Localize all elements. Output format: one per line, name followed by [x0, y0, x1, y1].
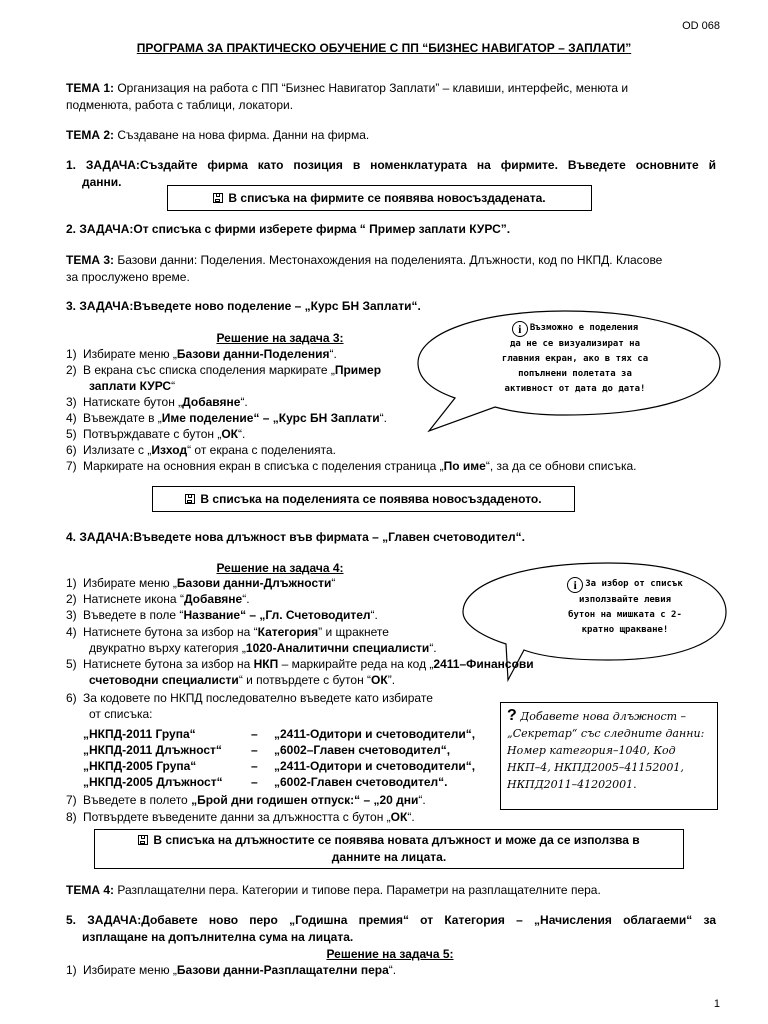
- step-number: 1): [66, 576, 77, 590]
- nkpd-dash: –: [251, 727, 258, 741]
- nkpd-row: [83, 726, 475, 743]
- step-text: “.: [240, 395, 248, 409]
- bubble-2-line: За избор от списък: [585, 579, 683, 589]
- step-bold: Категория: [257, 625, 319, 639]
- step-bold: ОК: [390, 810, 408, 824]
- step-text: Потвърждавате с бутон „: [83, 427, 222, 441]
- task2-text: От списъка с фирми изберете фирма “ Пример заплати КУРС”.: [133, 222, 511, 236]
- nkpd-row: [83, 758, 475, 775]
- note-text: Добавете нова длъжност –: [520, 710, 687, 723]
- task2-label: 2. ЗАДАЧА:: [66, 222, 134, 236]
- task3-label: 3. ЗАДАЧА:: [66, 299, 134, 313]
- task1-label: 1. ЗАДАЧА:: [66, 158, 140, 172]
- task1-line2: данни.: [82, 175, 122, 189]
- page-title: ПРОГРАМА ЗА ПРАКТИЧЕСКО ОБУЧЕНИЕ С ПП “БИЗНЕС НАВИГАТОР – ЗАПЛАТИ”: [136, 41, 632, 55]
- step-text: В екрана със списка споделения маркирате „: [83, 363, 335, 377]
- step-text: “.: [388, 963, 397, 977]
- bubble-1-line: главния екран, ако в тях са: [501, 354, 649, 364]
- question-icon: ?: [507, 707, 517, 724]
- step-text: Потвърдете въведените данни за длъжността с бутон „: [83, 810, 391, 824]
- tema2-text: Създаване на нова фирма. Данни на фирма.: [117, 128, 370, 142]
- step-text: “, за да се обнови списъка.: [485, 459, 637, 473]
- step-bold: счетоводни специалисти: [89, 673, 239, 687]
- tema3-line2: за прослужено време.: [66, 270, 190, 284]
- task4-step: [66, 607, 378, 624]
- task5-line1: [66, 912, 716, 929]
- task4-text: Въведете нова длъжност във фирмата – „Главен счетоводител“.: [133, 530, 525, 544]
- step-number: 2): [66, 592, 77, 606]
- step-text: “: [171, 379, 176, 393]
- step-number: 2): [66, 363, 77, 377]
- task4-step: [66, 809, 415, 826]
- step-text: “.: [238, 427, 246, 441]
- step-text: Избирате меню „: [83, 576, 177, 590]
- task5-line2: изплащане на допълнителна сума на лицата.: [82, 930, 354, 944]
- nkpd-dash: –: [251, 775, 258, 789]
- tema3-line1: [66, 252, 706, 269]
- task1-line1: [66, 157, 716, 174]
- step-bold: ОК: [221, 427, 239, 441]
- step-number: 3): [66, 608, 77, 622]
- tema2: [66, 127, 706, 144]
- page-number: 1: [713, 998, 720, 1010]
- step-bold: заплати КУРС: [89, 379, 172, 393]
- step-bold: Име поделение“ – „Курс БН Заплати: [161, 411, 380, 425]
- info-icon: i: [567, 577, 583, 593]
- step-text: от списъка:: [89, 707, 153, 721]
- task3-step: [66, 426, 245, 443]
- task4-step: [66, 624, 389, 641]
- task5-label: 5. ЗАДАЧА:: [66, 913, 142, 927]
- step-number: 5): [66, 657, 77, 671]
- step-text: Натиснете бутона за избор на: [83, 657, 254, 671]
- step-number: 1): [66, 347, 77, 361]
- step-bold: „Брой дни годишен отпуск:“ – „20 дни: [191, 793, 419, 807]
- task4-step-cont: [89, 706, 152, 723]
- task3-text: Въведете ново поделение – „Курс БН Заплати“.: [133, 299, 421, 313]
- tema4: [66, 882, 706, 899]
- task3-step: [66, 362, 381, 379]
- task5-text: Добавете ново перо „Годишна премия“ от Категория – „Начисления облагаеми“ за: [141, 913, 716, 927]
- task5-step: [66, 962, 396, 979]
- task3-step: [66, 458, 637, 475]
- task2: [66, 221, 716, 238]
- step-text: Избирате меню „: [83, 963, 177, 977]
- task3-step-cont: [89, 378, 175, 395]
- step-text: Маркирате на основния екран в списъка с поделения страница „: [83, 459, 444, 473]
- task3-result-text: В списъка на поделенията се появява новосъздаденото.: [200, 491, 542, 506]
- floppy-disk-icon: [213, 193, 223, 203]
- task4-result-text: В списъка на длъжностите се появява новата длъжност и може да се използва в: [153, 833, 640, 847]
- step-bold: Название“ – „Гл. Счетоводител: [183, 608, 371, 622]
- task4-step-cont: [89, 672, 395, 689]
- task4: [66, 529, 716, 546]
- step-number: 4): [66, 411, 77, 425]
- nkpd-field: „НКПД-2011 Длъжност“: [83, 743, 222, 757]
- nkpd-value: „6002–Главен счетоводител“,: [274, 743, 451, 757]
- note-line: „Секретар“ със следните данни:: [507, 727, 705, 740]
- task5-solution-title: Решение на задача 5:: [326, 947, 454, 961]
- step-text: – маркирайте реда на код „: [278, 657, 434, 671]
- task4-step-cont: [89, 640, 437, 657]
- nkpd-value: „2411-Одитори и счетоводители“,: [274, 727, 476, 741]
- step-bold: Изход: [151, 443, 188, 457]
- tema1-label: ТЕМА 1:: [66, 81, 114, 95]
- task4-step: [66, 591, 250, 608]
- tema4-label: ТЕМА 4:: [66, 883, 114, 897]
- step-text: “.: [429, 641, 437, 655]
- task4-label: 4. ЗАДАЧА:: [66, 530, 134, 544]
- step-bold: Базови данни-Длъжности: [176, 576, 332, 590]
- tema1-line1: [66, 80, 706, 97]
- document-code: OD 068: [682, 20, 720, 32]
- tema1-text: Организация на работа с ПП “Бизнес Навигатор Заплати” – клавиши, интерфейс, менюта и: [117, 81, 629, 95]
- step-bold: 1020-Аналитични специалисти: [245, 641, 430, 655]
- task3-result-box: [152, 486, 575, 512]
- task3-step: [66, 410, 387, 427]
- step-text: “.: [418, 793, 426, 807]
- task3-step: [66, 346, 337, 363]
- step-text: “.: [379, 411, 387, 425]
- task4-result-box: [94, 829, 684, 869]
- note-line: [507, 707, 711, 725]
- nkpd-dash: –: [251, 743, 258, 757]
- tema2-label: ТЕМА 2:: [66, 128, 114, 142]
- note-line: НКП–4, НКПД2005–41152001,: [507, 761, 684, 774]
- nkpd-value: „2411-Одитори и счетоводители“,: [274, 759, 476, 773]
- step-bold: Базови данни-Поделения: [176, 347, 330, 361]
- step-bold: По име: [443, 459, 486, 473]
- bubble-1-text: [462, 321, 688, 397]
- nkpd-field: „НКПД-2005 Група“: [83, 759, 197, 773]
- step-text: “.: [242, 592, 250, 606]
- step-text: Натискате бутон „: [83, 395, 183, 409]
- task3-step: [66, 394, 248, 411]
- note-line: Номер категория–1040, Код: [507, 744, 676, 757]
- step-text: “: [331, 576, 336, 590]
- nkpd-value: „6002-Главен счетоводител“.: [274, 775, 448, 789]
- step-text: “ и потвърдете с бутон “: [238, 673, 372, 687]
- bubble-1-line: активност от дата до дата!: [504, 384, 646, 394]
- step-number: 6): [66, 443, 77, 457]
- step-text: Излизате с „: [83, 443, 152, 457]
- step-bold: ОК: [371, 673, 388, 687]
- bubble-1-line: да не се визуализират на: [509, 339, 641, 349]
- step-number: 8): [66, 810, 77, 824]
- tema4-text: Разплащателни пера. Категории и типове пера. Параметри на разплащателните пера.: [117, 883, 601, 897]
- step-number: 4): [66, 625, 77, 639]
- task1-result-box: [167, 185, 592, 211]
- step-text: двукратно върху категория „: [89, 641, 246, 655]
- step-number: 6): [66, 691, 77, 705]
- step-text: Натиснете бутона за избор на “: [83, 625, 258, 639]
- step-text: Въведете в полето: [83, 793, 192, 807]
- tema1-line2: подменюта, работа с таблици, локатори.: [66, 98, 294, 112]
- task4-step: [66, 792, 426, 809]
- step-bold: Пример: [334, 363, 382, 377]
- step-text: “.: [370, 608, 378, 622]
- step-text: Натиснете икона “: [83, 592, 184, 606]
- step-text: Въведете в поле “: [83, 608, 184, 622]
- step-number: 5): [66, 427, 77, 441]
- tema3-text: Базови данни: Поделения. Местонахождения на поделенията. Длъжности, код по НКПД. Класове: [117, 253, 663, 267]
- step-bold: Добавяне: [182, 395, 241, 409]
- task4-step: [66, 575, 335, 592]
- task1-text: Създайте фирма като позиция в номенклатурата на фирмите. Въведете основните й: [139, 158, 716, 172]
- task4-step: [66, 690, 433, 707]
- step-text: “.: [329, 347, 337, 361]
- nkpd-dash: –: [251, 759, 258, 773]
- task4-step: [66, 656, 534, 673]
- nkpd-row: [83, 742, 450, 759]
- step-number: 1): [66, 963, 77, 977]
- task3-solution-title: Решение на задача 3:: [216, 331, 344, 345]
- info-icon: i: [512, 321, 528, 337]
- task4-result-line2: данните на лицата.: [331, 850, 447, 864]
- note-box: [500, 702, 718, 810]
- step-bold: НКП: [253, 657, 279, 671]
- note-line: НКПД2011–41202001.: [507, 778, 637, 791]
- task4-solution-title: Решение на задача 4:: [216, 561, 344, 575]
- bubble-2-line: кратно щракване!: [581, 625, 669, 635]
- floppy-disk-icon: [138, 835, 148, 845]
- step-number: 7): [66, 793, 77, 807]
- step-text: За кодовете по НКПД последователно въведете като избирате: [83, 691, 433, 705]
- step-bold: Добавяне: [183, 592, 243, 606]
- task4-result-line1: [138, 832, 639, 849]
- step-bold: 2411–Финансови: [433, 657, 534, 671]
- bubble-2-text: [530, 577, 720, 638]
- step-number: 7): [66, 459, 77, 473]
- step-text: “ от екрана с поделенията.: [187, 443, 336, 457]
- nkpd-field: „НКПД-2005 Длъжност“: [83, 775, 223, 789]
- step-number: 3): [66, 395, 77, 409]
- bubble-2-line: използвайте левия: [578, 595, 672, 605]
- bubble-2-line: бутон на мишката с 2-: [568, 610, 682, 620]
- nkpd-row: [83, 774, 447, 791]
- step-text: ”.: [387, 673, 396, 687]
- nkpd-field: „НКПД-2011 Група“: [83, 727, 196, 741]
- task3-step: [66, 442, 336, 459]
- tema3-label: ТЕМА 3:: [66, 253, 114, 267]
- floppy-disk-icon: [185, 494, 195, 504]
- bubble-1-line: Възможно е поделения: [529, 323, 639, 333]
- bubble-1-line: попълнени полетата за: [518, 369, 632, 379]
- step-text: Въвеждате в „: [83, 411, 162, 425]
- step-text: Избирате меню „: [83, 347, 177, 361]
- step-text: ” и щракнете: [318, 625, 389, 639]
- step-text: “.: [407, 810, 415, 824]
- task1-result-text: В списъка на фирмите се появява новосъздадената.: [228, 190, 546, 205]
- step-bold: Базови данни-Разплащателни пера: [176, 963, 389, 977]
